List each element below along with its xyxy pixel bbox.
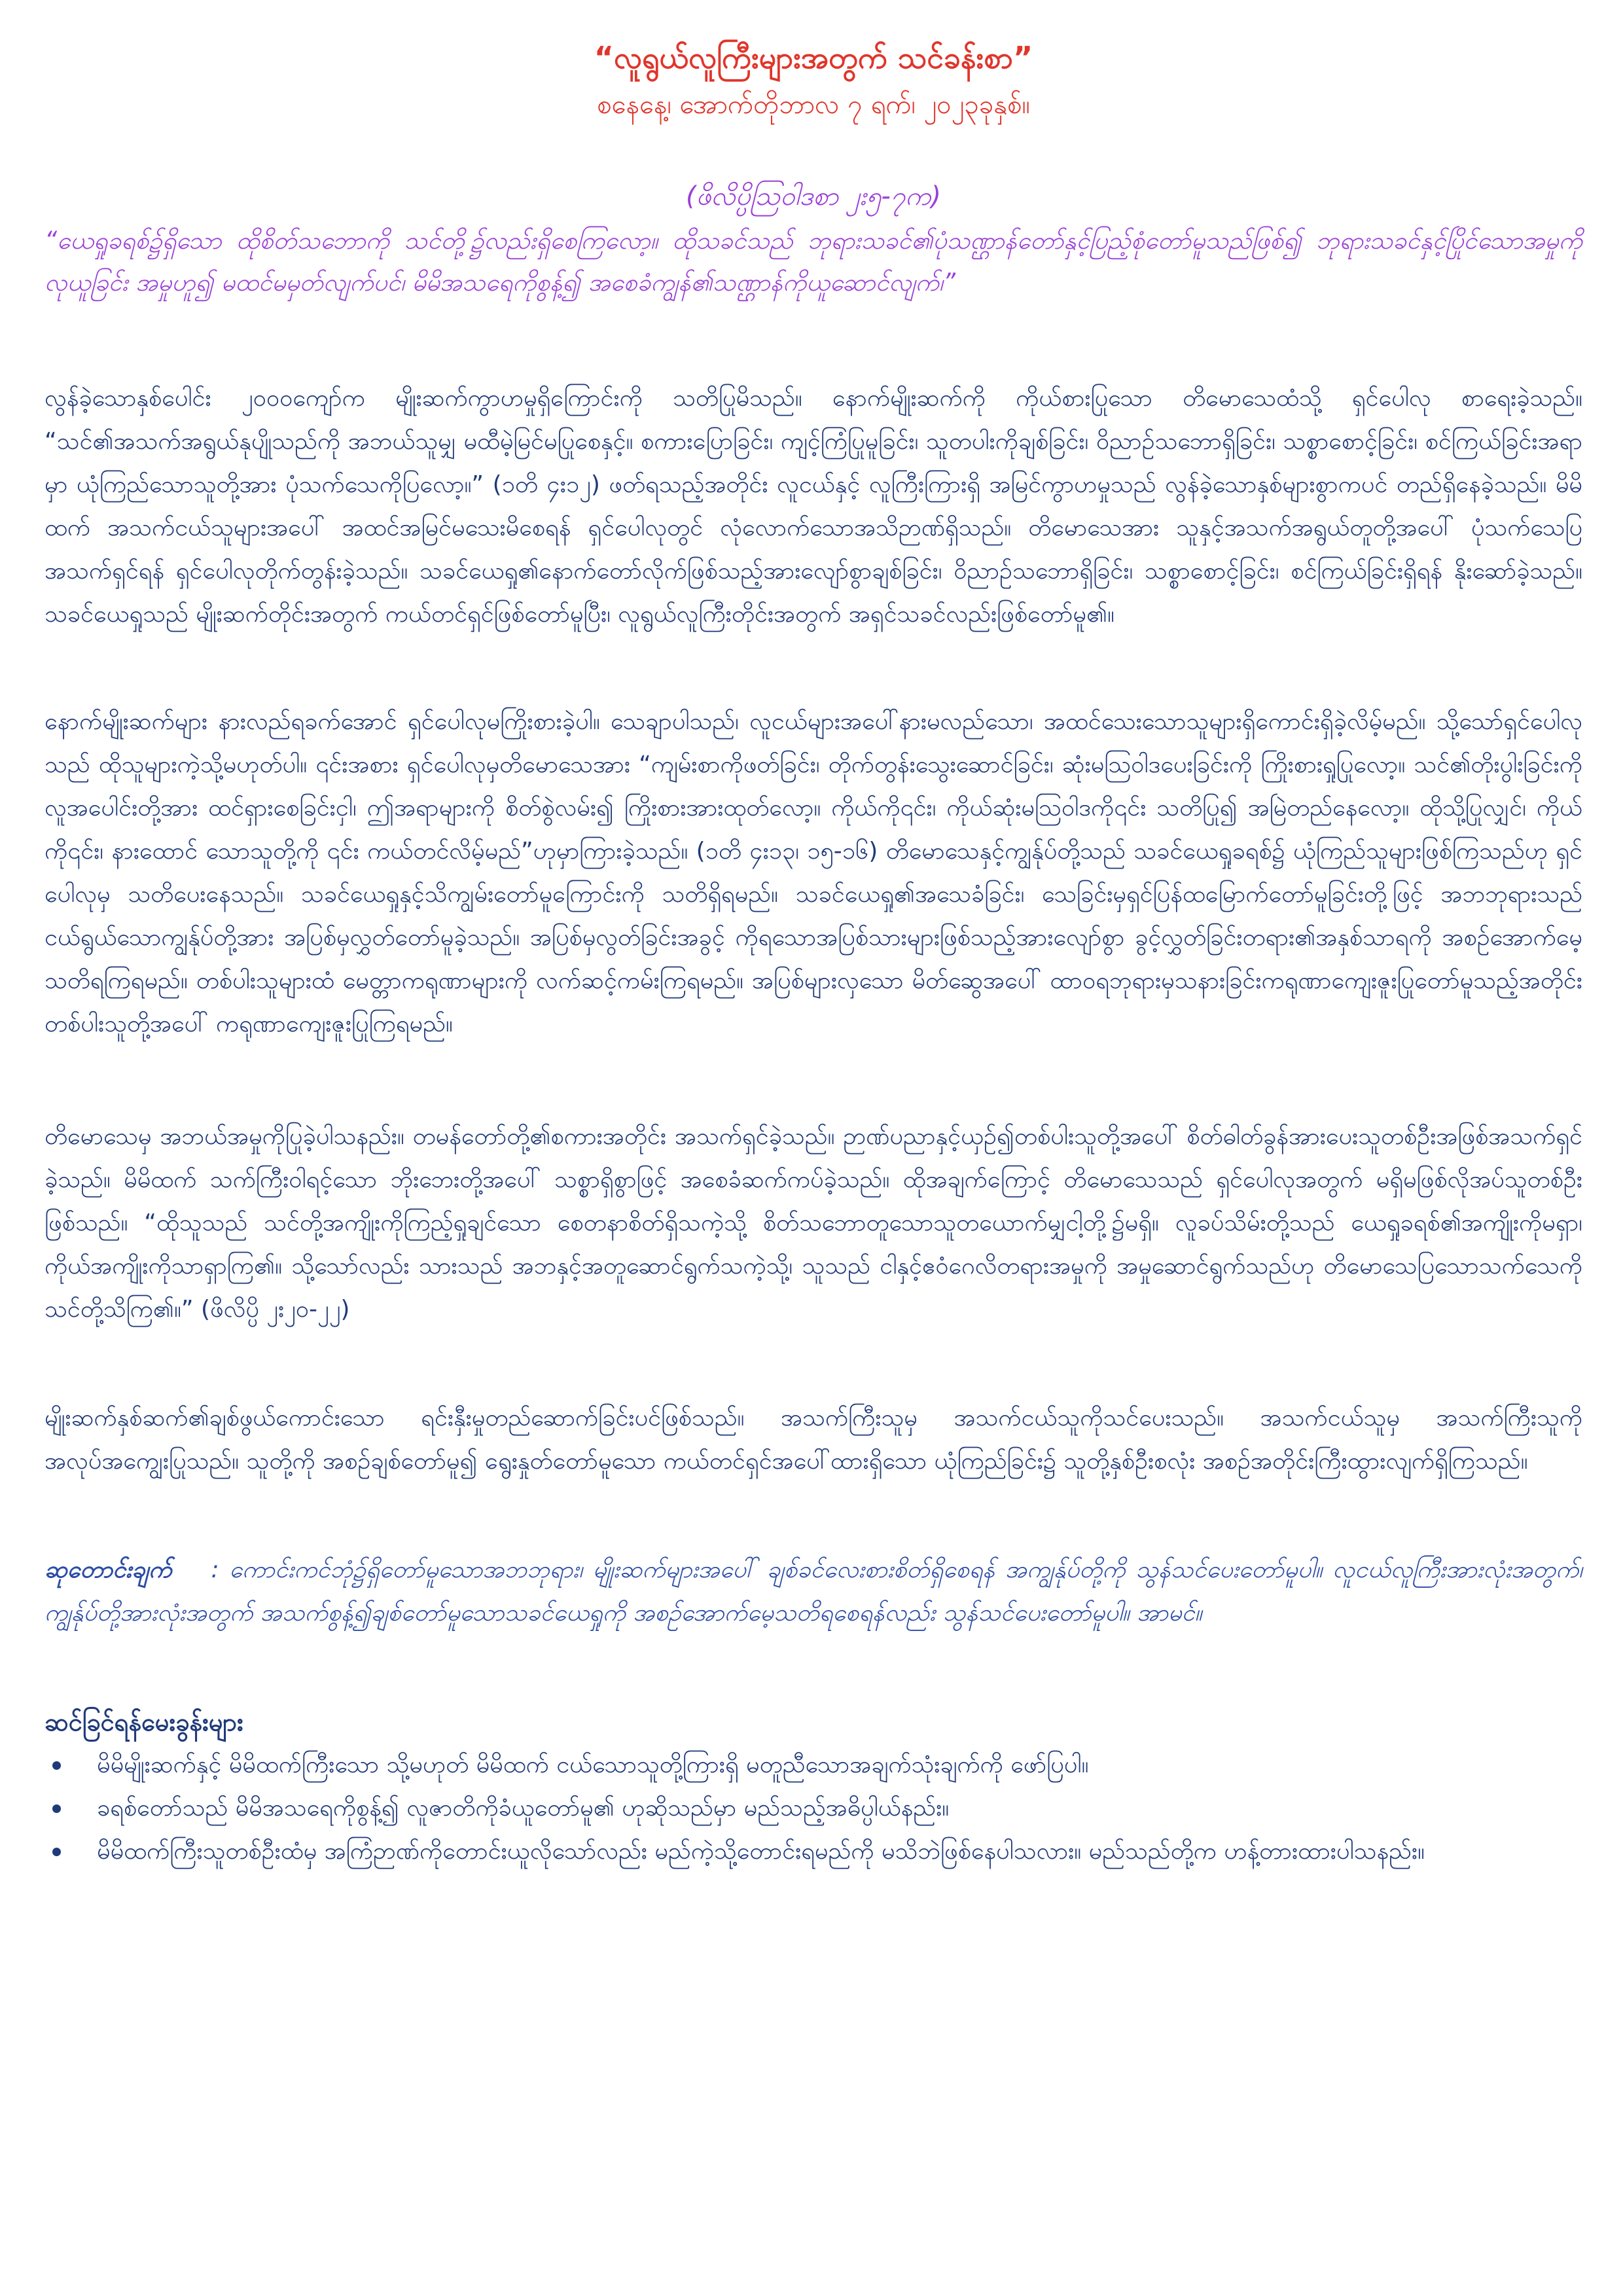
question-text: မိမိထက်ကြီးသူတစ်ဦးထံမှ အကြံဉာဏ်ကိုတောင်းယူလိုသော်လည်း မည်ကဲ့သို့တောင်းရမည်ကို မသိဘဲဖြစ်နေပါသလား။ မည်သည်တို့က ဟန့်တားထားပါသနည်း။ bbox=[97, 1838, 1425, 1865]
question-text: ခရစ်တော်သည် မိမိအသရေကိုစွန့်၍ လူဇာတိကိုခံယူတော်မူ၏ ဟုဆိုသည်မှာ မည်သည့်အဓိပ္ပါယ်နည်း။ bbox=[97, 1795, 950, 1821]
question-item bbox=[45, 1787, 1582, 1830]
page-title: “လူရွယ်လူကြီးများအတွက် သင်ခန်းစာ” bbox=[594, 40, 1033, 75]
questions-list bbox=[45, 1744, 1582, 1873]
body-paragraph-4: မျိုးဆက်နှစ်ဆက်၏ချစ်ဖွယ်ကောင်းသော ရင်းနှီးမှုတည်ဆောက်ခြင်းပင်ဖြစ်သည်။ အသက်ကြီးသူမှ အသက်ငယ်သူကိုသင်ပေးသည်။ အသက်ငယ်သူမှ အသက်ကြီးသူကို အလုပ်အကျွေးပြုသည်။ သူတို့ကို အစဉ်ချစ်တော်မူ၍ ရွေးနှုတ်တော်မူသော ကယ်တင်ရှင်အပေါ်ထားရှိသော ယုံကြည်ခြင်း၌ သူတို့နှစ်ဦးစလုံး အစဉ်အတိုင်းကြီးထွားလျက်ရှိကြသည်။ bbox=[45, 1405, 1582, 1475]
question-item bbox=[45, 1744, 1582, 1787]
prayer-label: ဆုတောင်းချက် bbox=[45, 1556, 172, 1583]
question-text: မိမိမျိုးဆက်နှင့် မိမိထက်ကြီးသော သို့မဟုတ် မိမိထက် ငယ်သောသူတို့ကြားရှိ မတူညီသောအချက်သုံးချက်ကို ဖော်ပြပါ။ bbox=[97, 1751, 1089, 1778]
page-date: စနေနေ့၊ အောက်တိုဘာလ ၇ ရက်၊ ၂၀၂၃ခုနှစ်။ bbox=[597, 90, 1030, 120]
scripture-quote: “ယေရှုခရစ်၌ရှိသော ထိုစိတ်သဘောကို သင်တို့၌လည်းရှိစေကြလော့။ ထိုသခင်သည် ဘုရားသခင်၏ပုံသဏ္ဌာန်တော်နှင့်ပြည့်စုံတော်မူသည်ဖြစ်၍ ဘုရားသခင်နှင့်ပြိုင်သောအမှုကိုလုယူခြင်း အမှုဟူ၍ မထင်မမှတ်လျက်ပင်၊ မိမိအသရေကိုစွန့်၍ အစေခံကျွန်၏သဏ္ဌာန်ကိုယူဆောင်လျက်၊” bbox=[45, 226, 1582, 296]
question-item bbox=[45, 1830, 1582, 1873]
prayer-section bbox=[45, 1549, 1582, 1635]
bullet-icon bbox=[52, 1848, 61, 1856]
body-paragraph-2: နောက်မျိုးဆက်များ နားလည်ရခက်အောင် ရှင်ပေါလုမကြိုးစားခဲ့ပါ။ သေချာပါသည်၊ လူငယ်များအပေါ်နားမလည်သော၊ အထင်သေးသောသူများရှိကောင်းရှိခဲ့လိမ့်မည်။ သို့သော်ရှင်ပေါလုသည် ထိုသူများကဲ့သို့မဟုတ်ပါ။ ၎င်းအစား ရှင်ပေါလုမှတိမောသေအား “ကျမ်းစာကိုဖတ်ခြင်း၊ တိုက်တွန်းသွေးဆောင်ခြင်း၊ ဆုံးမဩဝါဒပေးခြင်းကို ကြိုးစားရှုပြုလော့။ သင်၏တိုးပွါးခြင်းကို လူအပေါင်းတို့အား ထင်ရှားစေခြင်းငှါ၊ ဤအရာများကို စိတ်စွဲလမ်း၍ ကြိုးစားအားထုတ်လော့။ ကိုယ်ကို၎င်း၊ ကိုယ်ဆုံးမဩဝါဒကို၎င်း သတိပြု၍ အမြဲတည်နေလော့။ ထိုသို့ပြုလျှင်၊ ကိုယ်ကို၎င်း၊ နားထောင် သောသူတို့ကို ၎င်း ကယ်တင်လိမ့်မည်”ဟုမှာကြားခဲ့သည်။ (၁တိ ၄း၁၃၊ ၁၅-၁၆) တိမောသေနှင့်ကျွန်ုပ်တို့သည် သခင်ယေရှုခရစ်၌ ယုံကြည်သူများဖြစ်ကြသည်ဟု ရှင်ပေါလုမှ သတိပေးနေသည်။ သခင်ယေရှုနှင့်သိကျွမ်းတော်မူကြောင်းကို သတိရှိရမည်။ သခင်ယေရှု၏အသေခံခြင်း၊ သေခြင်းမှရှင်ပြန်ထမြောက်တော်မူခြင်းတို့ဖြင့် အဘဘုရားသည် ငယ်ရွယ်သောကျွန်ုပ်တို့အား အပြစ်မှလွှတ်တော်မူခဲ့သည်။ အပြစ်မှလွတ်ခြင်းအခွင့် ကိုရသောအပြစ်သားများဖြစ်သည့်အားလျော်စွာ ခွင့်လွှတ်ခြင်းတရား၏အနှစ်သာရကို အစဉ်အောက်မေ့သတိရကြရမည်။ တစ်ပါးသူများထံ မေတ္တာကရုဏာများကို လက်ဆင့်ကမ်းကြရမည်။ အပြစ်များလှသော မိတ်ဆွေအပေါ် ထာဝရဘုရားမှသနားခြင်းကရုဏာကျေးဇူးပြုတော်မူသည့်အတိုင်း တစ်ပါးသူတို့အပေါ် ကရုဏာကျေးဇူးပြုကြရမည်။ bbox=[45, 708, 1583, 1037]
bullet-icon bbox=[52, 1761, 61, 1770]
questions-heading: ဆင်ခြင်ရန်မေးခွန်းများ bbox=[45, 1708, 243, 1736]
body-paragraph-3: တိမောသေမှ အဘယ်အမှုကိုပြုခဲ့ပါသနည်း။ တမန်တော်တို့၏စကားအတိုင်း အသက်ရှင်ခဲ့သည်။ ဉာဏ်ပညာနှင့်ယှဉ်၍တစ်ပါးသူတို့အပေါ် စိတ်ဓါတ်ခွန်အားပေးသူတစ်ဦးအဖြစ်အသက်ရှင်ခဲ့သည်။ မိမိထက် သက်ကြီးဝါရင့်သော ဘိုးဘေးတို့အပေါ် သစ္စာရှိစွာဖြင့် အစေခံဆက်ကပ်ခဲ့သည်။ ထိုအချက်ကြောင့် တိမောသေသည် ရှင်ပေါလုအတွက် မရှိမဖြစ်လိုအပ်သူတစ်ဦးဖြစ်သည်။ “ထိုသူသည် သင်တို့အကျိုးကိုကြည့်ရှုချင်သော စေတနာစိတ်ရှိသကဲ့သို့ စိတ်သဘောတူသောသူတယောက်မျှငါ့တို့၌မရှိ။ လူခပ်သိမ်းတို့သည် ယေရှုခရစ်၏အကျိုးကိုမရှာ၊ ကိုယ်အကျိုးကိုသာရှာကြ၏။ သို့သော်လည်း သားသည် အဘနှင့်အတူဆောင်ရွက်သကဲ့သို့၊ သူသည် ငါနှင့်ဧဝံဂေလိတရားအမှုကို အမှုဆောင်ရွက်သည်ဟု တိမောသေပြသောသက်သေကို သင်တို့သိကြ၏။” (ဖိလိပ္ပိ ၂း၂၀-၂၂) bbox=[45, 1123, 1582, 1323]
body-paragraph-1: လွန်ခဲ့သောနှစ်ပေါင်း ၂၀၀၀ကျော်က မျိုးဆက်ကွာဟမှုရှိကြောင်းကို သတိပြုမိသည်။ နောက်မျိုးဆက်ကို ကိုယ်စားပြုသော တိမောသေထံသို့ ရှင်ပေါလု စာရေးခဲ့သည်။ “သင်၏အသက်အရွယ်နုပျိုသည်ကို အဘယ်သူမျှ မထီမဲ့မြင်မပြုစေနှင့်။ စကားပြောခြင်း၊ ကျင့်ကြံပြုမူခြင်း၊ သူတပါးကိုချစ်ခြင်း၊ ဝိညာဉ်သဘောရှိခြင်း၊ သစ္စာစောင့်ခြင်း၊ စင်ကြယ်ခြင်းအရာမှာ ယုံကြည်သောသူတို့အား ပုံသက်သေကိုပြလော့။” (၁တိ ၄း၁၂) ဖတ်ရသည့်အတိုင်း လူငယ်နှင့် လူကြီးကြားရှိ အမြင်ကွာဟမှုသည် လွန်ခဲ့သောနှစ်များစွာကပင် တည်ရှိနေခဲ့သည်။ မိမိထက် အသက်ငယ်သူများအပေါ် အထင်အမြင်မသေးမိစေရန် ရှင်ပေါလုတွင် လုံလောက်သောအသိဉာဏ်ရှိသည်။ တိမောသေအား သူနှင့်အသက်အရွယ်တူတို့အပေါ် ပုံသက်သေပြအသက်ရှင်ရန် ရှင်ပေါလုတိုက်တွန်းခဲ့သည်။ သခင်ယေရှု၏နောက်တော်လိုက်ဖြစ်သည့်အားလျော်စွာချစ်ခြင်း၊ ဝိညာဉ်သဘောရှိခြင်း၊ သစ္စာစောင့်ခြင်း၊ စင်ကြယ်ခြင်းရှိရန် နိုးဆော်ခဲ့သည်။ သခင်ယေရှုသည် မျိုးဆက်တိုင်းအတွက် ကယ်တင်ရှင်ဖြစ်တော်မူပြီး၊ လူရွယ်လူကြီးတိုင်းအတွက် အရှင်သခင်လည်းဖြစ်တော်မူ၏။ bbox=[45, 385, 1583, 628]
scripture-reference: (ဖိလိပ္ပိဩဝါဒစာ ၂း၅-၇က) bbox=[685, 181, 942, 211]
prayer-text: : ကောင်းကင်ဘုံ၌ရှိတော်မူသောအဘဘုရား၊ မျိုးဆက်များအပေါ် ချစ်ခင်လေးစားစိတ်ရှိစေရန် အကျွန်ုပ်တို့ကို သွန်သင်ပေးတော်မူပါ။ လူငယ်လူကြီးအားလုံးအတွက်၊ ကျွန်ုပ်တို့အားလုံးအတွက် အသက်စွန့်၍ချစ်တော်မူသောသခင်ယေရှုကို အစဉ်အောက်မေ့သတိရစေရန်လည်း သွန်သင်ပေးတော်မူပါ။ အာမင်။ bbox=[45, 1556, 1582, 1626]
bullet-icon bbox=[52, 1804, 61, 1813]
